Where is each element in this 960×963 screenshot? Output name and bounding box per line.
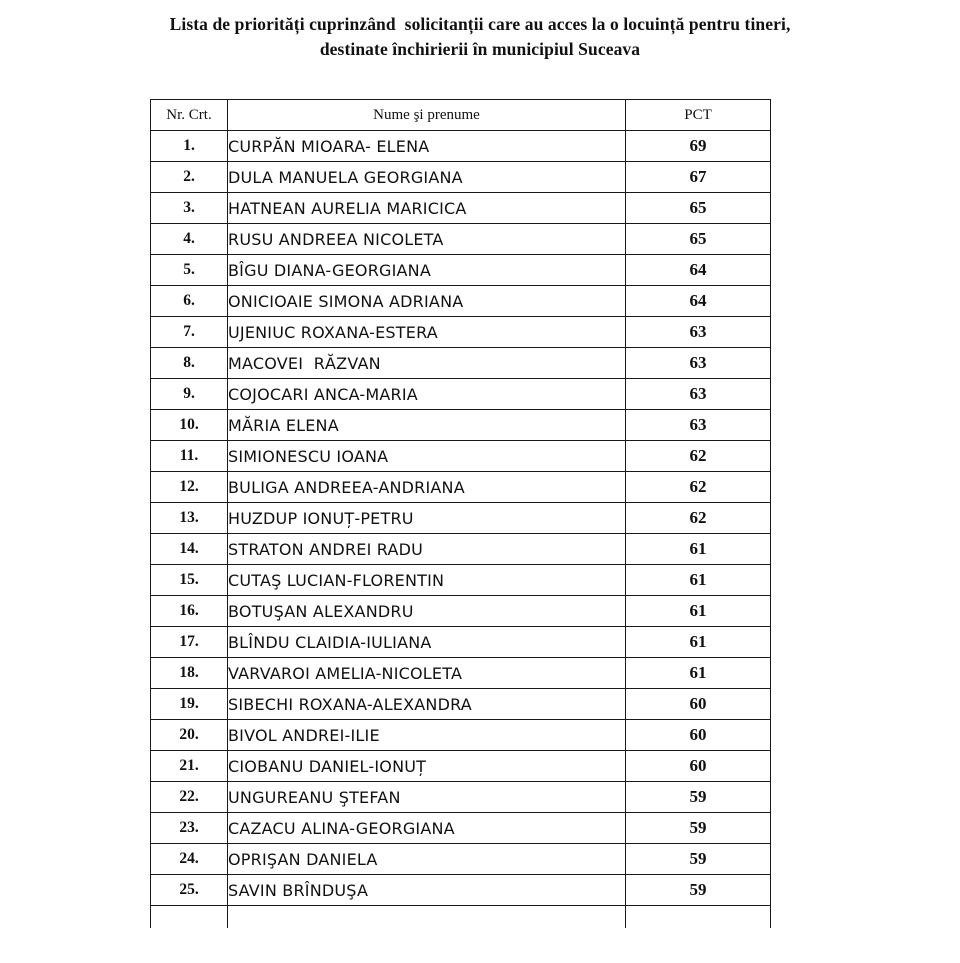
row-name-cell: BLÎNDU CLAIDIA-IULIANA [228, 627, 626, 658]
row-pct-cell: 61 [626, 658, 771, 689]
row-name-cell: UNGUREANU ŞTEFAN [228, 782, 626, 813]
empty-cell [151, 906, 228, 929]
row-pct-cell: 62 [626, 441, 771, 472]
row-number-cell: 13. [151, 503, 228, 534]
title-line-2: destinate închirierii în municipiul Suceava [319, 39, 641, 59]
row-pct-cell: 60 [626, 751, 771, 782]
table-row [151, 193, 771, 224]
row-pct-cell: 60 [626, 720, 771, 751]
row-pct-cell: 59 [626, 813, 771, 844]
row-pct-cell: 60 [626, 689, 771, 720]
row-pct-cell: 63 [626, 348, 771, 379]
row-number-cell: 12. [151, 472, 228, 503]
table-row [151, 875, 771, 906]
row-number-cell: 8. [151, 348, 228, 379]
row-name-cell: BIVOL ANDREI-ILIE [228, 720, 626, 751]
row-number-cell: 21. [151, 751, 228, 782]
table-row [151, 410, 771, 441]
row-pct-cell: 64 [626, 286, 771, 317]
table-row [151, 689, 771, 720]
row-name-cell: CAZACU ALINA-GEORGIANA [228, 813, 626, 844]
row-number-cell: 5. [151, 255, 228, 286]
row-pct-cell: 61 [626, 627, 771, 658]
row-pct-cell: 61 [626, 534, 771, 565]
table-row [151, 503, 771, 534]
row-name-cell: BULIGA ANDREEA-ANDRIANA [228, 472, 626, 503]
row-name-cell: DULA MANUELA GEORGIANA [228, 162, 626, 193]
empty-cell [626, 906, 771, 929]
table-row [151, 627, 771, 658]
row-name-cell: HUZDUP IONUȚ-PETRU [228, 503, 626, 534]
row-name-cell: ONICIOAIE SIMONA ADRIANA [228, 286, 626, 317]
table-row [151, 844, 771, 875]
row-number-cell: 1. [151, 131, 228, 162]
row-number-cell: 10. [151, 410, 228, 441]
row-number-cell: 4. [151, 224, 228, 255]
table-row [151, 596, 771, 627]
row-number-cell: 15. [151, 565, 228, 596]
row-name-cell: HATNEAN AURELIA MARICICA [228, 193, 626, 224]
row-number-cell: 14. [151, 534, 228, 565]
row-pct-cell: 65 [626, 224, 771, 255]
row-number-cell: 3. [151, 193, 228, 224]
table-header-row [151, 100, 771, 131]
table-row [151, 162, 771, 193]
row-name-cell: SIMIONESCU IOANA [228, 441, 626, 472]
row-name-cell: VARVAROI AMELIA-NICOLETA [228, 658, 626, 689]
row-name-cell: RUSU ANDREEA NICOLETA [228, 224, 626, 255]
row-number-cell: 11. [151, 441, 228, 472]
row-pct-cell: 69 [626, 131, 771, 162]
row-name-cell: UJENIUC ROXANA-ESTERA [228, 317, 626, 348]
row-name-cell: MACOVEI RĂZVAN [228, 348, 626, 379]
row-pct-cell: 62 [626, 472, 771, 503]
row-number-cell: 16. [151, 596, 228, 627]
row-pct-cell: 59 [626, 782, 771, 813]
document-title [0, 12, 960, 62]
table-row [151, 782, 771, 813]
table-row [151, 224, 771, 255]
row-pct-cell: 62 [626, 503, 771, 534]
row-name-cell: STRATON ANDREI RADU [228, 534, 626, 565]
row-pct-cell: 59 [626, 844, 771, 875]
row-name-cell: MĂRIA ELENA [228, 410, 626, 441]
table-row [151, 472, 771, 503]
row-name-cell: CIOBANU DANIEL-IONUȚ [228, 751, 626, 782]
row-number-cell: 6. [151, 286, 228, 317]
row-pct-cell: 67 [626, 162, 771, 193]
row-number-cell: 17. [151, 627, 228, 658]
header-nr-crt: Nr. Crt. [151, 100, 228, 131]
row-number-cell: 2. [151, 162, 228, 193]
row-pct-cell: 65 [626, 193, 771, 224]
table-row [151, 441, 771, 472]
row-pct-cell: 63 [626, 317, 771, 348]
row-number-cell: 23. [151, 813, 228, 844]
table-row [151, 286, 771, 317]
table-row [151, 348, 771, 379]
row-name-cell: COJOCARI ANCA-MARIA [228, 379, 626, 410]
row-pct-cell: 59 [626, 875, 771, 906]
row-number-cell: 7. [151, 317, 228, 348]
empty-cell [228, 906, 626, 929]
title-line-1: Lista de priorități cuprinzând solicitanții care au acces la o locuință pentru tineri, [169, 14, 791, 34]
table-row [151, 379, 771, 410]
row-number-cell: 19. [151, 689, 228, 720]
row-name-cell: CURPĂN MIOARA- ELENA [228, 131, 626, 162]
row-pct-cell: 61 [626, 596, 771, 627]
row-number-cell: 20. [151, 720, 228, 751]
row-name-cell: BOTUŞAN ALEXANDRU [228, 596, 626, 627]
row-name-cell: SAVIN BRÎNDUŞA [228, 875, 626, 906]
row-pct-cell: 61 [626, 565, 771, 596]
row-name-cell: CUTAŞ LUCIAN-FLORENTIN [228, 565, 626, 596]
table-row [151, 317, 771, 348]
header-pct: PCT [626, 100, 771, 131]
row-name-cell: SIBECHI ROXANA-ALEXANDRA [228, 689, 626, 720]
table-row [151, 813, 771, 844]
row-pct-cell: 63 [626, 410, 771, 441]
table-row [151, 565, 771, 596]
row-pct-cell: 64 [626, 255, 771, 286]
table-row-continuation [151, 906, 771, 929]
row-number-cell: 25. [151, 875, 228, 906]
table-row [151, 751, 771, 782]
row-pct-cell: 63 [626, 379, 771, 410]
table-row [151, 131, 771, 162]
table-row [151, 658, 771, 689]
table-row [151, 720, 771, 751]
row-number-cell: 18. [151, 658, 228, 689]
row-name-cell: BÎGU DIANA-GEORGIANA [228, 255, 626, 286]
row-number-cell: 24. [151, 844, 228, 875]
table-row [151, 255, 771, 286]
row-number-cell: 9. [151, 379, 228, 410]
priority-list-table [150, 99, 771, 928]
row-name-cell: OPRIŞAN DANIELA [228, 844, 626, 875]
header-name: Nume şi prenume [228, 100, 626, 131]
table-row [151, 534, 771, 565]
row-number-cell: 22. [151, 782, 228, 813]
